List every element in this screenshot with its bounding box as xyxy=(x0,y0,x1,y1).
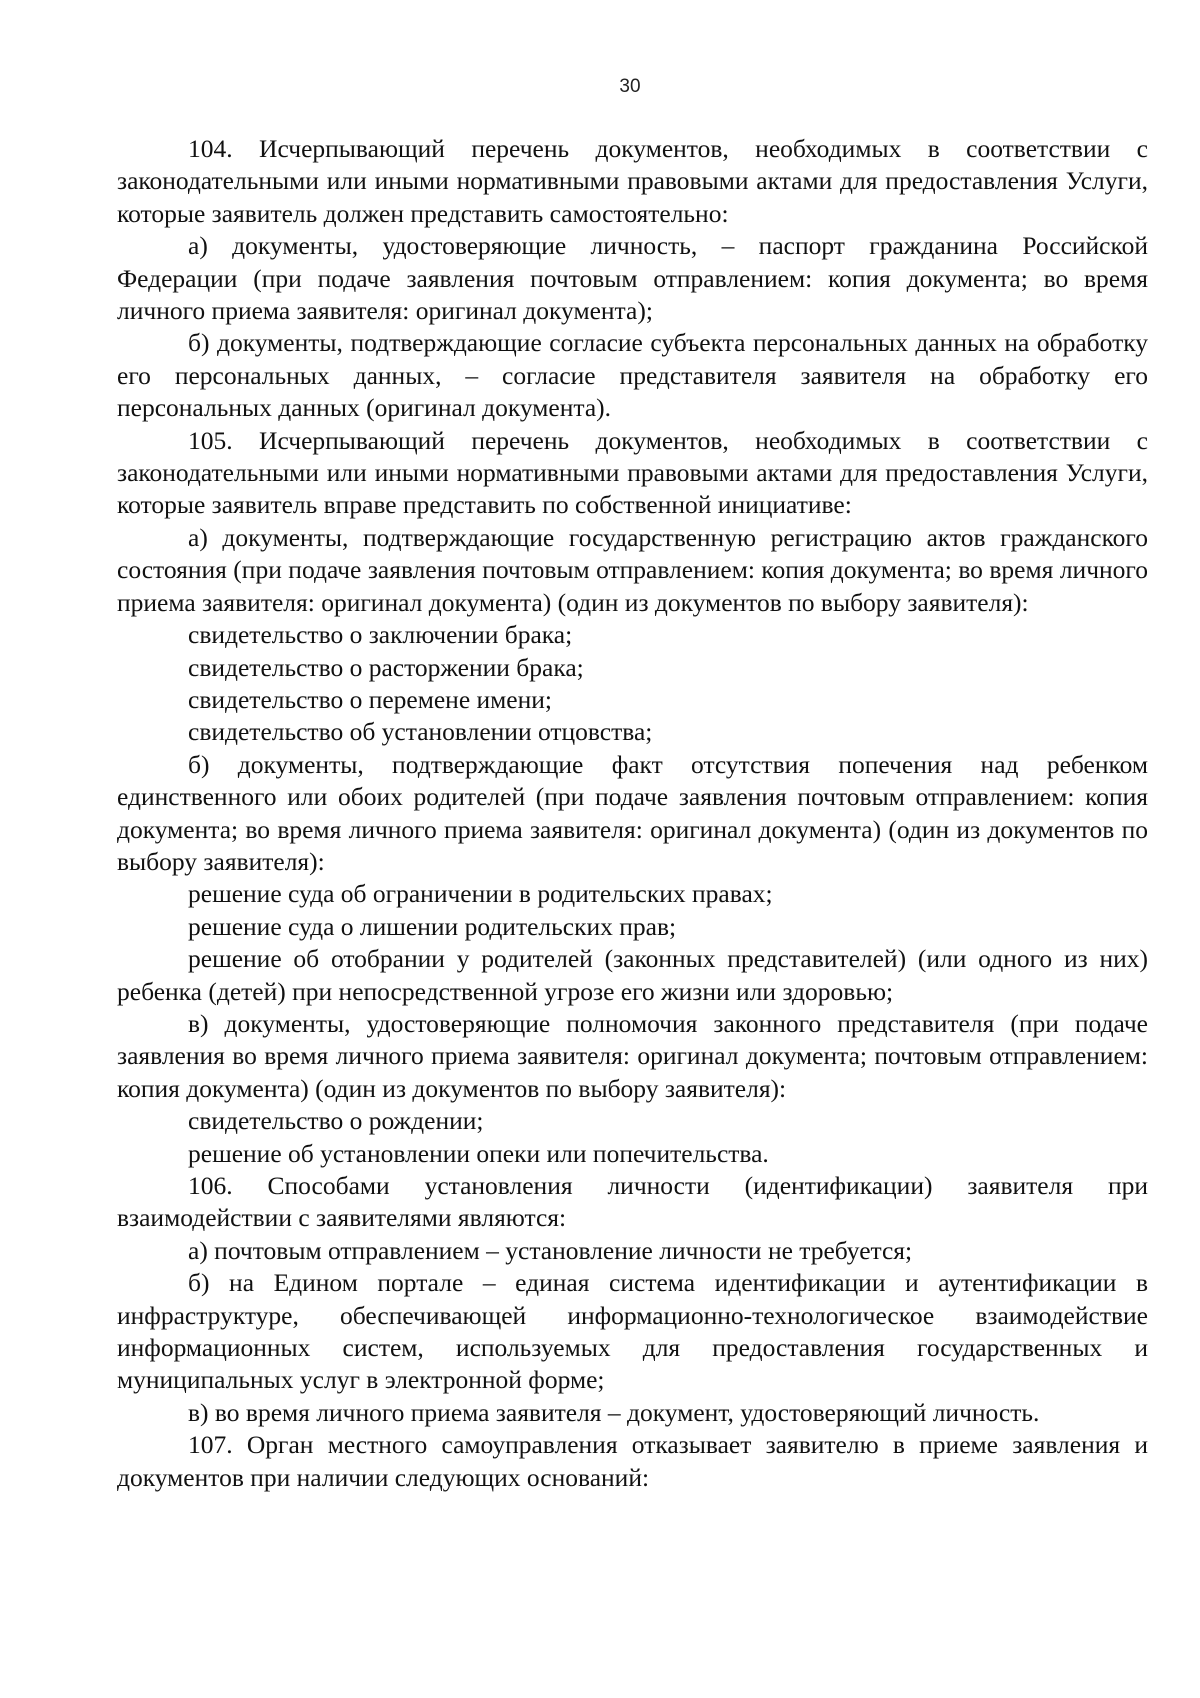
list-item-marriage-certificate: свидетельство о заключении брака; xyxy=(188,620,573,650)
page-number: 30 xyxy=(619,76,641,97)
list-item-court-restriction: решение суда об ограничении в родительских правах; xyxy=(188,879,773,909)
list-item-name-change-certificate: свидетельство о перемене имени; xyxy=(188,684,552,714)
list-item-guardianship-decision: решение об установлении опеки или попечительства. xyxy=(188,1138,769,1168)
paragraph-105-v: в) документы, удостоверяющие полномочия законного представителя (при подаче заявления во время личного приема заявителя: оригинал документа; почтовым отправлением: копия документа) (один из документов по выбору заявителя): xyxy=(117,1008,1148,1103)
paragraph-104-b: б) документы, подтверждающие согласие субъекта персональных данных на обработку его персональных данных, – согласие представителя заявителя на обработку его персональных данных (оригинал документа). xyxy=(117,328,1148,423)
document-body xyxy=(117,133,1148,1494)
paragraph-106: 106. Способами установления личности (идентификации) заявителя при взаимодействии с заявителями являются: xyxy=(117,1171,1148,1233)
list-item-divorce-certificate: свидетельство о расторжении брака; xyxy=(188,652,584,682)
paragraph-105: 105. Исчерпывающий перечень документов, необходимых в соответствии с законодательными или иными нормативными правовыми актами для предоставления Услуги, которые заявитель вправе представить по собственной инициативе: xyxy=(117,425,1148,520)
paragraph-104-a: а) документы, удостоверяющие личность, – паспорт гражданина Российской Федерации (при подаче заявления почтовым отправлением: копия документа; во время личного приема заявителя: оригинал документа); xyxy=(117,231,1148,326)
paragraph-106-b: б) на Едином портале – единая система идентификации и аутентификации в инфраструктуре, обеспечивающей информационно-технологическое взаимодействие информационных систем, используемых для предоставления государственных и муниципальных услуг в электронной форме; xyxy=(117,1268,1148,1395)
list-item-birth-certificate: свидетельство о рождении; xyxy=(188,1106,484,1136)
paragraph-106-v: в) во время личного приема заявителя – документ, удостоверяющий личность. xyxy=(188,1397,1040,1427)
list-item-removal-decision: решение об отобрании у родителей (законных представителей) (или одного из них) ребенка (детей) при непосредственной угрозе его жизни или здоровью; xyxy=(117,944,1148,1006)
paragraph-107: 107. Орган местного самоуправления отказывает заявителю в приеме заявления и документов при наличии следующих оснований: xyxy=(117,1430,1148,1492)
paragraph-105-b: б) документы, подтверждающие факт отсутствия попечения над ребенком единственного или обоих родителей (при подаче заявления почтовым отправлением: копия документа; во время личного приема заявителя: оригинал документа) (один из документов по выбору заявителя): xyxy=(117,749,1148,876)
list-item-court-deprivation: решение суда о лишении родительских прав; xyxy=(188,911,677,941)
paragraph-104: 104. Исчерпывающий перечень документов, необходимых в соответствии с законодательными или иными нормативными правовыми актами для предоставления Услуги, которые заявитель должен представить самостоятельно: xyxy=(117,134,1148,228)
paragraph-106-a: а) почтовым отправлением – установление личности не требуется; xyxy=(188,1235,913,1265)
paragraph-105-a: а) документы, подтверждающие государственную регистрацию актов гражданского состояния (при подаче заявления почтовым отправлением: копия документа; во время личного приема заявителя: оригинал документа) (один из документов по выбору заявителя): xyxy=(117,522,1148,617)
list-item-paternity-certificate: свидетельство об установлении отцовства; xyxy=(188,717,653,747)
